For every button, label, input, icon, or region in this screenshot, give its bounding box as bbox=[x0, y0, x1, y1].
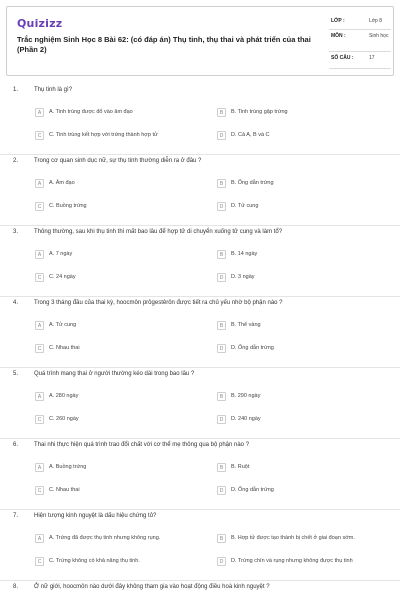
question-text: Trong cơ quan sinh dục nữ, sự thụ tinh thường diễn ra ở đâu ? bbox=[34, 158, 202, 164]
option-letter-box: B bbox=[217, 534, 226, 543]
option-letter-box: C bbox=[35, 415, 44, 424]
worksheet-title: Trắc nghiệm Sinh Học 8 Bài 62: (có đáp án) Thụ tinh, thụ thai và phát triển của thai (Phần 2) bbox=[17, 35, 311, 54]
question-item bbox=[0, 510, 400, 582]
option-letter-box: D bbox=[217, 415, 226, 424]
option-letter-box: C bbox=[35, 131, 44, 140]
option-text: C. Buồng trứng bbox=[49, 203, 87, 209]
option-letter-box: D bbox=[217, 131, 226, 140]
grade-label: LỚP : bbox=[331, 18, 345, 24]
option-c[interactable] bbox=[35, 557, 210, 571]
option-letter-box: B bbox=[217, 321, 226, 330]
question-number: 7. bbox=[13, 513, 19, 519]
option-text: C. 24 ngày bbox=[49, 274, 76, 280]
option-b[interactable] bbox=[217, 463, 392, 477]
option-letter-box: A bbox=[35, 534, 44, 543]
count-label: SỐ CÂU : bbox=[331, 55, 354, 61]
question-text: Thông thường, sau khi thụ tinh thì mất bao lâu để hợp tử di chuyển xuống tử cung và làm tổ? bbox=[34, 229, 283, 235]
option-a[interactable] bbox=[35, 463, 210, 477]
option-d[interactable] bbox=[217, 202, 392, 216]
option-letter-box: C bbox=[35, 344, 44, 353]
option-text: B. Ống dẫn trứng bbox=[231, 180, 274, 186]
meta-count-row bbox=[329, 52, 391, 69]
option-a[interactable] bbox=[35, 321, 210, 335]
option-d[interactable] bbox=[217, 273, 392, 287]
option-letter-box: A bbox=[35, 179, 44, 188]
option-letter-box: B bbox=[217, 179, 226, 188]
option-letter-box: D bbox=[217, 344, 226, 353]
option-a[interactable] bbox=[35, 179, 210, 193]
worksheet-meta bbox=[329, 15, 391, 69]
option-a[interactable] bbox=[35, 392, 210, 406]
option-letter-box: C bbox=[35, 557, 44, 566]
option-c[interactable] bbox=[35, 415, 210, 429]
option-a[interactable] bbox=[35, 108, 210, 122]
option-letter-box: B bbox=[217, 250, 226, 259]
option-text: B. Tinh trùng gặp trứng bbox=[231, 109, 288, 115]
option-a[interactable] bbox=[35, 250, 210, 264]
question-item bbox=[0, 368, 400, 440]
option-letter-box: B bbox=[217, 463, 226, 472]
question-item bbox=[0, 84, 400, 156]
option-c[interactable] bbox=[35, 131, 210, 145]
subject-label: MÔN : bbox=[331, 33, 346, 39]
option-text: C. Trứng không có khả năng thụ tinh. bbox=[49, 558, 140, 564]
option-letter-box: D bbox=[217, 273, 226, 282]
option-text: B. Thể vàng bbox=[231, 322, 261, 328]
option-text: D. Ống dẫn trứng bbox=[231, 345, 274, 351]
subject-value: Sinh học bbox=[369, 33, 389, 39]
option-text: B. Hợp tử được tạo thành bị chết ở giai đoạn sớm. bbox=[231, 535, 355, 541]
question-item bbox=[0, 581, 400, 600]
option-d[interactable] bbox=[217, 131, 392, 145]
option-text: C. 260 ngày bbox=[49, 416, 79, 422]
option-letter-box: A bbox=[35, 108, 44, 117]
question-text: Hiện tượng kinh nguyệt là dấu hiệu chứng tỏ? bbox=[34, 513, 157, 519]
question-number: 2. bbox=[13, 158, 19, 164]
option-d[interactable] bbox=[217, 557, 392, 571]
option-d[interactable] bbox=[217, 344, 392, 358]
option-text: B. 14 ngày bbox=[231, 251, 258, 257]
question-text: Ở nữ giới, hoocmôn nào dưới đây không tham gia vào hoạt động điều hoà kinh nguyệt ? bbox=[34, 584, 270, 590]
option-b[interactable] bbox=[217, 108, 392, 122]
option-c[interactable] bbox=[35, 202, 210, 216]
option-text: D. Trứng chín và rụng nhưng không được thụ tinh bbox=[231, 558, 353, 564]
question-item bbox=[0, 439, 400, 511]
option-letter-box: A bbox=[35, 250, 44, 259]
option-d[interactable] bbox=[217, 486, 392, 500]
option-a[interactable] bbox=[35, 534, 210, 548]
option-b[interactable] bbox=[217, 392, 392, 406]
option-text: C. Nhau thai bbox=[49, 487, 80, 493]
question-number: 5. bbox=[13, 371, 19, 377]
option-letter-box: B bbox=[217, 108, 226, 117]
option-c[interactable] bbox=[35, 486, 210, 500]
option-text: A. 280 ngày bbox=[49, 393, 79, 399]
option-letter-box: B bbox=[217, 392, 226, 401]
question-text: Quá trình mang thai ở người thường kéo dài trong bao lâu ? bbox=[34, 371, 195, 377]
option-text: D. 240 ngày bbox=[231, 416, 261, 422]
option-letter-box: C bbox=[35, 486, 44, 495]
question-item bbox=[0, 155, 400, 227]
option-letter-box: D bbox=[217, 486, 226, 495]
option-text: A. Tử cung bbox=[49, 322, 77, 328]
option-letter-box: C bbox=[35, 273, 44, 282]
option-text: A. Tinh trùng được đổ vào âm đạo bbox=[49, 109, 133, 115]
option-text: D. Ống dẫn trứng bbox=[231, 487, 274, 493]
meta-subject-row bbox=[329, 30, 391, 52]
option-b[interactable] bbox=[217, 179, 392, 193]
question-text: Thai nhi thực hiện quá trình trao đổi chất với cơ thể mẹ thông qua bộ phận nào ? bbox=[34, 442, 250, 448]
count-value: 17 bbox=[369, 55, 375, 61]
option-text: D. Cả A, B và C bbox=[231, 132, 270, 138]
option-text: B. 290 ngày bbox=[231, 393, 261, 399]
option-letter-box: A bbox=[35, 463, 44, 472]
option-text: A. Âm đạo bbox=[49, 180, 75, 186]
question-text: Thụ tinh là gì? bbox=[34, 87, 73, 93]
option-text: C. Tinh trùng kết hợp với trứng thành hợp tử bbox=[49, 132, 158, 138]
option-letter-box: A bbox=[35, 321, 44, 330]
grade-value: Lớp 8 bbox=[369, 18, 383, 24]
meta-grade-row bbox=[329, 15, 391, 30]
option-letter-box: C bbox=[35, 202, 44, 211]
question-item bbox=[0, 297, 400, 369]
option-letter-box: D bbox=[217, 557, 226, 566]
question-number: 1. bbox=[13, 87, 19, 93]
question-number: 8. bbox=[13, 584, 19, 590]
worksheet-header bbox=[6, 6, 394, 76]
question-number: 6. bbox=[13, 442, 19, 448]
option-b[interactable] bbox=[217, 534, 392, 548]
quizizz-logo: Quizizz bbox=[17, 17, 63, 30]
option-d[interactable] bbox=[217, 415, 392, 429]
option-c[interactable] bbox=[35, 344, 210, 358]
question-number: 4. bbox=[13, 300, 19, 306]
option-b[interactable] bbox=[217, 321, 392, 335]
option-text: D. 3 ngày bbox=[231, 274, 255, 280]
option-letter-box: D bbox=[217, 202, 226, 211]
option-text: A. Trứng đã được thụ tinh nhưng không rụng. bbox=[49, 535, 161, 541]
option-text: C. Nhau thai bbox=[49, 345, 80, 351]
option-text: A. Buồng trứng bbox=[49, 464, 87, 470]
question-text: Trong 3 tháng đầu của thai kỳ, hoocmôn prôgestêrôn được tiết ra chủ yếu nhờ bộ phận nào ? bbox=[34, 300, 283, 306]
option-text: B. Ruột bbox=[231, 464, 250, 470]
question-number: 3. bbox=[13, 229, 19, 235]
option-letter-box: A bbox=[35, 392, 44, 401]
option-text: D. Tử cung bbox=[231, 203, 259, 209]
option-c[interactable] bbox=[35, 273, 210, 287]
option-b[interactable] bbox=[217, 250, 392, 264]
question-item bbox=[0, 226, 400, 298]
option-text: A. 7 ngày bbox=[49, 251, 73, 257]
